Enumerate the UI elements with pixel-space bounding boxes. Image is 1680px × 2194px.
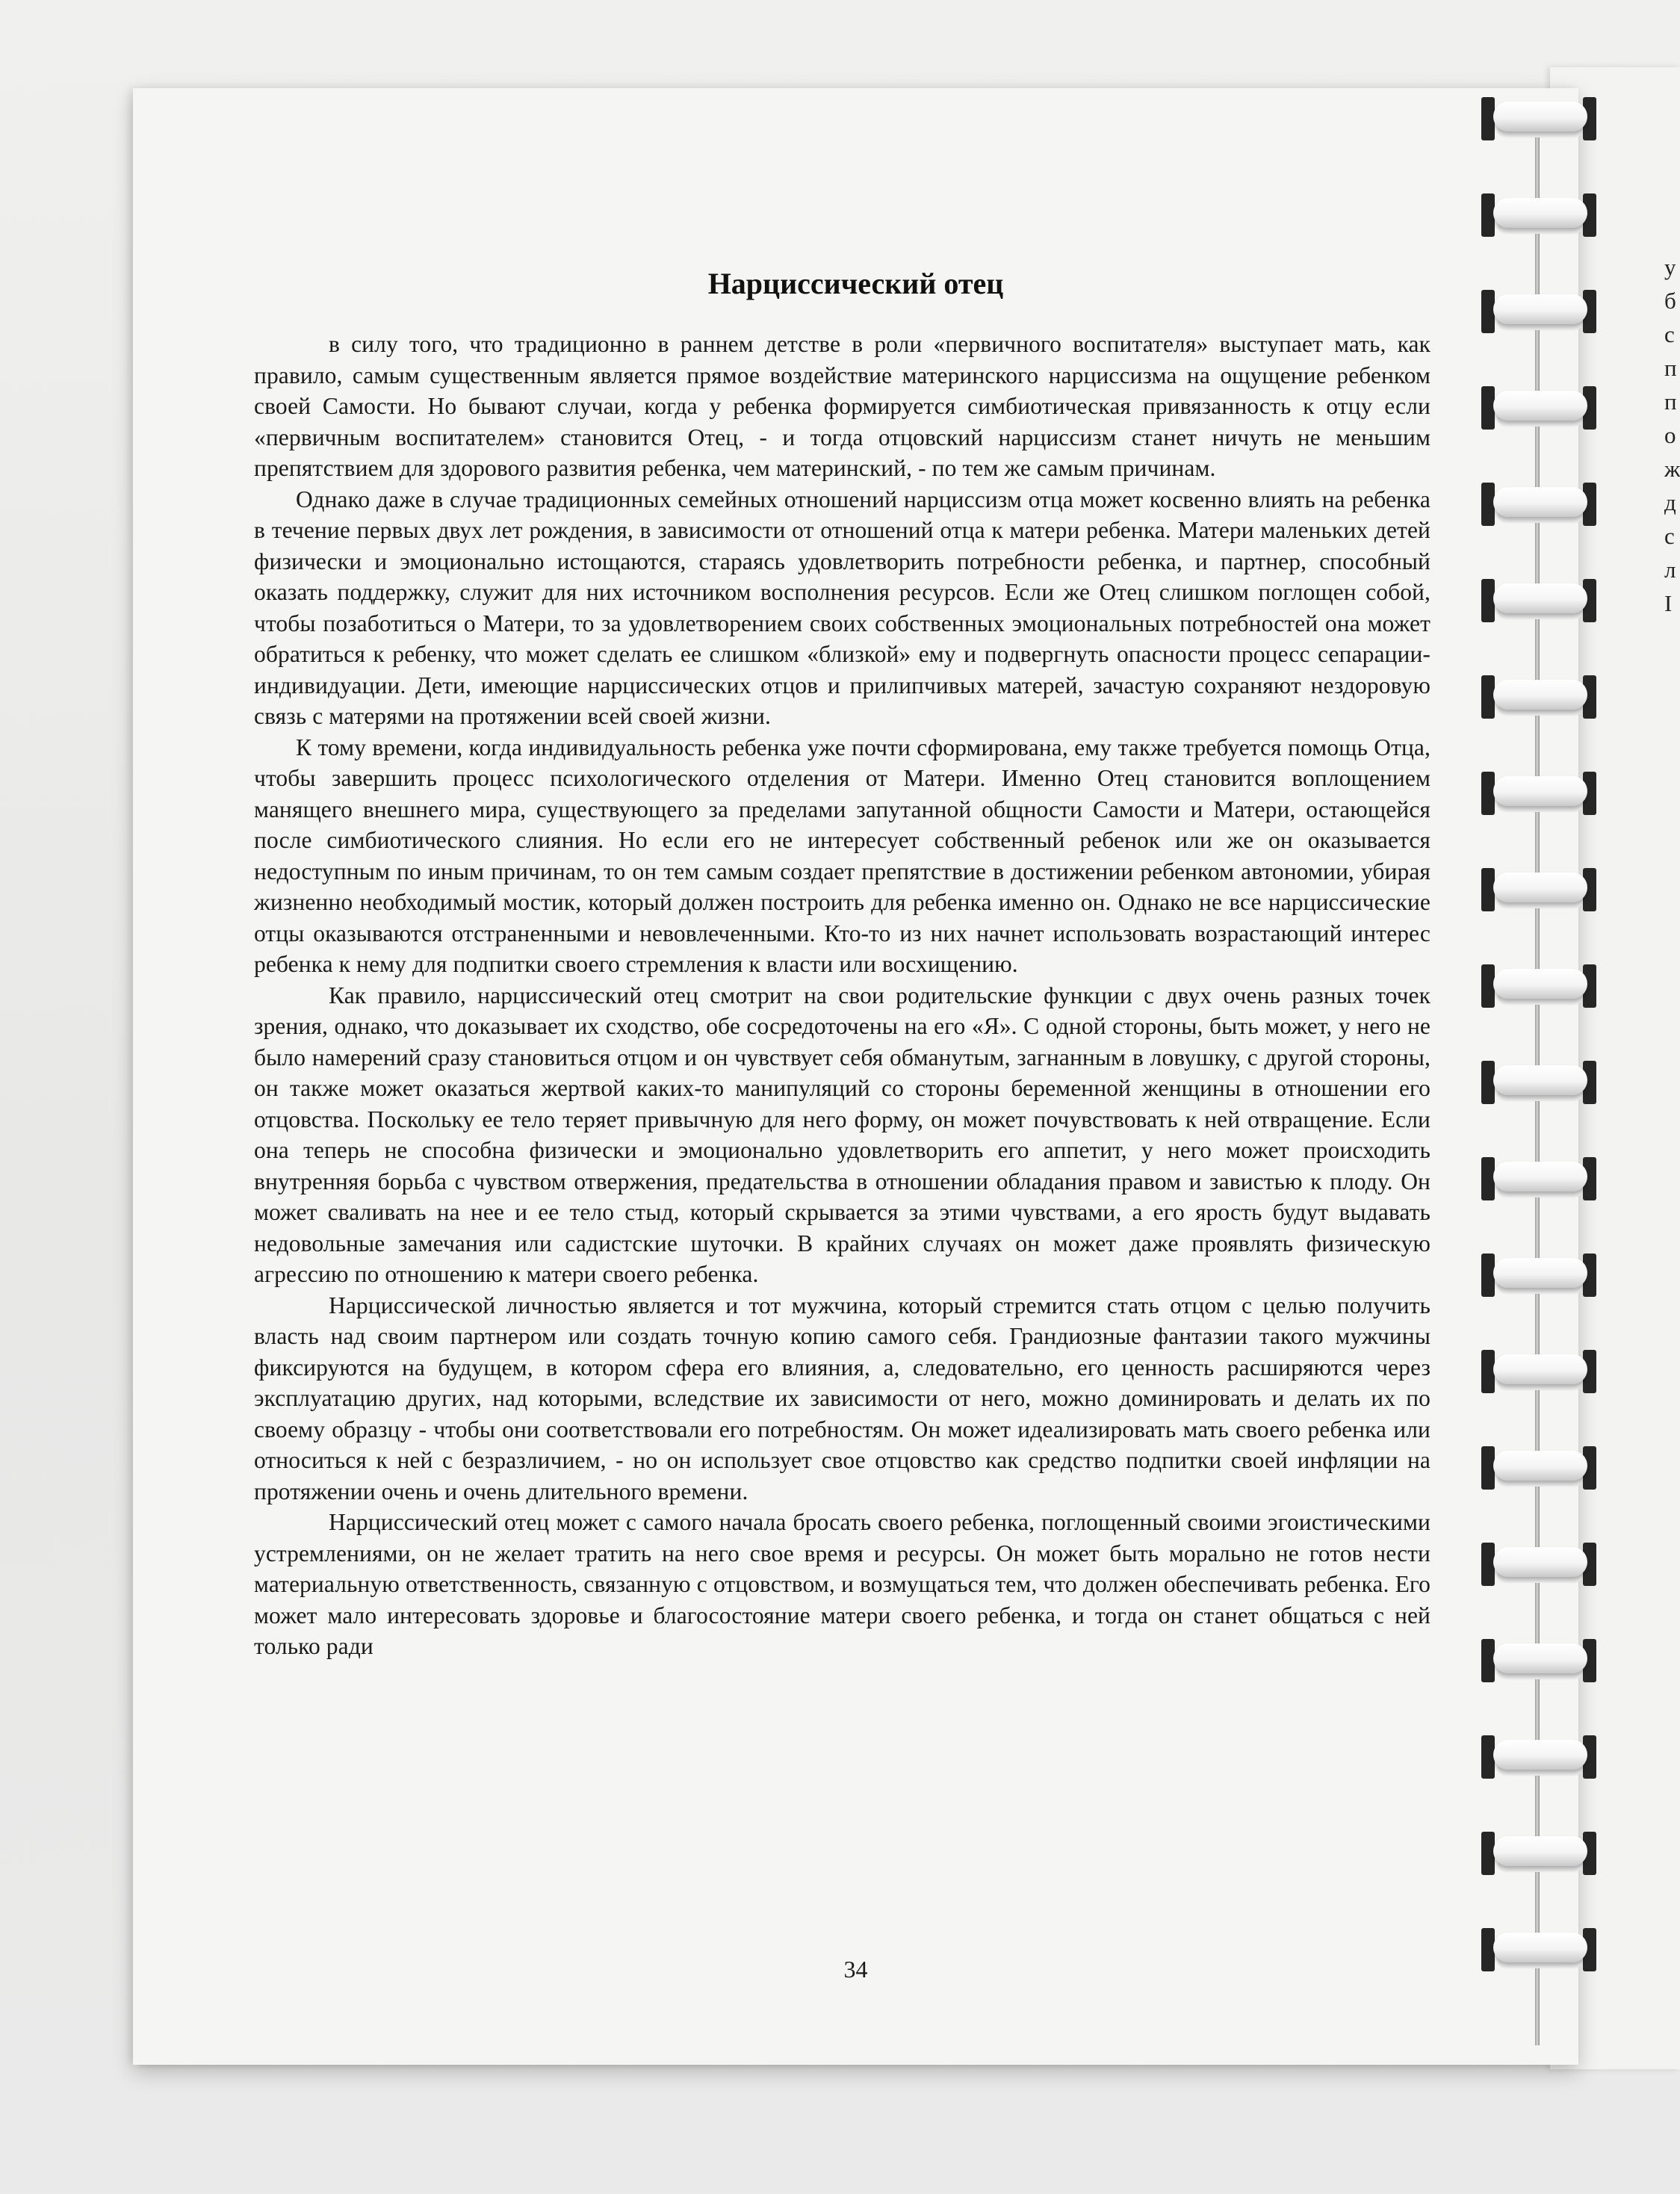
binding-coil [1475, 481, 1625, 527]
binding-coil [1475, 1734, 1625, 1780]
facing-fragment: с [1664, 523, 1675, 549]
binding-ring [1493, 1451, 1587, 1481]
paragraph: Нарциссической личностью является и тот мужчина, который стремится стать отцом с целью получить власть над своим партнером или создать точную копию самого себя. Грандиозные фантазии такого мужчины фиксируются на будущем, в котором сфера его влияния, а, следовательно, его ценность расширяются через эксплуатацию других, над которыми, вследствие их зависимости от него, можно доминировать и делать их по своему образцу - чтобы они соответствовали его потребностям. Он может идеализировать мать своего ребенка или относиться к ней с безразличием, - но он использует свое отцовство как средство подпитки своей инфляции на протяжении очень и очень длительного времени. [254, 1292, 1431, 1504]
binding-ring [1493, 1065, 1587, 1095]
facing-fragment: о [1664, 422, 1676, 448]
binding-coil [1475, 96, 1625, 142]
facing-fragment: с [1664, 321, 1675, 347]
binding-coil [1475, 1637, 1625, 1684]
binding-ring [1493, 583, 1587, 613]
binding-ring [1493, 969, 1587, 999]
binding-ring [1493, 1258, 1587, 1288]
spiral-binding [1475, 88, 1625, 2065]
binding-coil [1475, 770, 1625, 816]
binding-ring [1493, 873, 1587, 902]
page-heading: Нарциссический отец [707, 267, 1004, 300]
binding-coil [1475, 1445, 1625, 1491]
binding-coil [1475, 1541, 1625, 1587]
facing-fragment: у [1664, 254, 1676, 280]
binding-ring [1493, 776, 1587, 806]
paragraph: в силу того, что традиционно в раннем детстве в роли «первичного воспитателя» выступает мать, как правило, самым существенным является прямое воздействие материнского нарциссизма на ощущение ребенком своей Самости. Но бывают случаи, когда у ребенка формируется симбиотическая привязанность к отцу если «первичным воспитателем» становится Отец, - и тогда отцовский нарциссизм станет ничуть не меньшим препятствием для здорового развития ребенка, чем материнский, - по тем же самым причинам. [254, 331, 1431, 481]
binding-ring [1493, 1836, 1587, 1866]
binding-coil [1475, 192, 1625, 238]
page-body [254, 329, 1431, 1662]
binding-ring [1493, 391, 1587, 421]
binding-ring [1493, 102, 1587, 131]
binding-coil [1475, 674, 1625, 720]
binding-coil [1475, 963, 1625, 1009]
paragraph: Нарциссический отец может с самого начала бросать своего ребенка, поглощенный своими эгоистическими устремлениями, он не желает тратить на него свое время и ресурсы. Он может быть морально не готов нести материальную ответственность, связанную с отцовством, и возмущаться тем, что должен обеспечивать ребенка. Его может мало интересовать здоровье и благосостояние матери своего ребенка, и тогда он станет общаться с ней только ради [254, 1509, 1431, 1659]
binding-ring [1493, 1354, 1587, 1384]
binding-ring [1493, 1740, 1587, 1770]
binding-ring [1493, 487, 1587, 517]
facing-fragment: б [1664, 288, 1676, 314]
page-number: 34 [843, 1956, 868, 1983]
binding-coil [1475, 1059, 1625, 1106]
paragraph: К тому времени, когда индивидуальность ребенка уже почти сформирована, ему также требуется помощь Отца, чтобы завершить процесс психологического отделения от Матери. Именно Отец становится воплощением манящего внешнего мира, существующего за пределами запутанной общности Самости и Матери, остающейся после симбиотического слияния. Но если его не интересует собственный ребенок или же он оказывается недоступным по иным причинам, то он тем самым создает препятствие в достижении ребенком автономии, убирая жизненно необходимый мостик, который должен построить для ребенка именно он. Однако не все нарциссические отцы оказываются отстраненными и невовлеченными. Кто-то из них начнет использовать возрастающий интерес ребенка к нему для подпитки своего стремления к власти или восхищению. [254, 734, 1431, 977]
binding-ring [1493, 1547, 1587, 1577]
facing-fragment: ж [1664, 456, 1680, 482]
binding-ring [1493, 1933, 1587, 1962]
binding-ring [1493, 680, 1587, 710]
binding-ring [1493, 1162, 1587, 1191]
binding-coil [1475, 577, 1625, 624]
facing-fragment: л [1664, 557, 1676, 583]
facing-fragment: д [1664, 489, 1676, 515]
paragraph: Однако даже в случае традиционных семейных отношений нарциссизм отца может косвенно влиять на ребенка в течение первых двух лет рождения, в зависимости от отношений отца к матери ребенка. Матери маленьких детей физически и эмоционально истощаются, стараясь удовлетворить потребности ребенка, и партнер, способный оказать поддержку, служит для них источником восполнения ресурсов. Если же Отец слишком поглощен собой, чтобы позаботиться о Матери, то за удовлетворением своих собственных эмоциональных потребностей она может обратиться к ребенку, что может сделать ее слишком «близкой» ему и подвергнуть опасности процесс сепарации-индивидуации. Дети, имеющие нарциссических отцов и прилипчивых матерей, зачастую сохраняют нездоровую связь с матерями на протяжении всей своей жизни. [254, 486, 1431, 729]
facing-fragment: п [1664, 355, 1677, 381]
binding-coil [1475, 385, 1625, 431]
paragraph: Как правило, нарциссический отец смотрит на свои родительские функции с двух очень разных точек зрения, однако, что доказывает их сходство, обе сосредоточены на его «Я». С одной стороны, быть может, у него не было намерений сразу становиться отцом и он чувствует себя обманутым, загнанным в ловушку, с другой стороны, он также может оказаться жертвой каких-то манипуляций со стороны беременной женщины в отношении его отцовства. Поскольку ее тело теряет привычную для него форму, он может почувствовать к ней отвращение. Если она теперь не способна физически и эмоционально удовлетворить его аппетит, у него может происходить внутренняя борьба с чувством отвержения, предательства в отношении обладания правом и завистью к плоду. Он может сваливать на нее и ее тело стыд, который скрывается за этими чувствами, а его ярость будут выдавать недовольные замечания или садистские шуточки. В крайних случаях он может даже проявлять физическую агрессию по отношению к матери своего ребенка. [254, 982, 1431, 1287]
binding-coil [1475, 1830, 1625, 1877]
facing-fragment: I [1664, 590, 1673, 616]
binding-coil [1475, 288, 1625, 335]
binding-ring [1493, 198, 1587, 228]
binding-ring [1493, 294, 1587, 324]
facing-fragment: п [1664, 388, 1677, 415]
binding-coil [1475, 1252, 1625, 1298]
facing-page-text-fragments [1664, 250, 1680, 620]
binding-coil [1475, 867, 1625, 913]
binding-ring [1493, 1643, 1587, 1673]
binding-coil [1475, 1348, 1625, 1395]
binding-coil [1475, 1927, 1625, 1973]
binding-coil [1475, 1156, 1625, 1202]
